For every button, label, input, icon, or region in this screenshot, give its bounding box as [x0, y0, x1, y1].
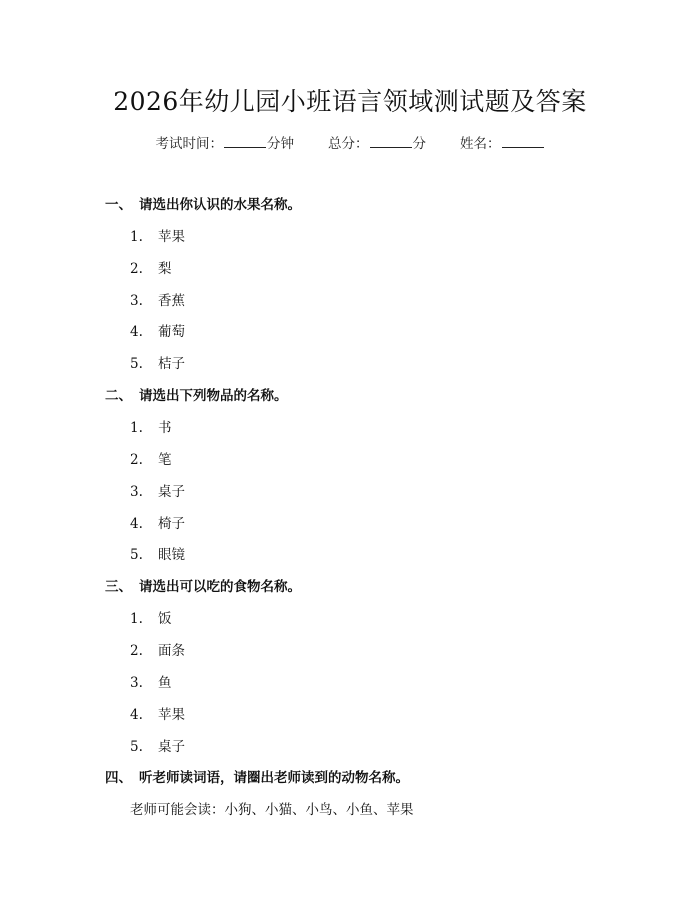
item-index: 1.	[130, 611, 143, 627]
item-index: 4.	[130, 516, 143, 532]
item-index: 1.	[130, 229, 143, 245]
item-text: 苹果	[158, 229, 185, 245]
list-item	[130, 735, 185, 755]
item-text: 葡萄	[158, 324, 185, 340]
section-number: 三、	[105, 579, 132, 595]
time-unit: 分钟	[267, 136, 294, 152]
item-text: 香蕉	[158, 293, 185, 309]
section-number: 二、	[105, 388, 132, 404]
score-unit: 分	[412, 136, 426, 152]
item-index: 2.	[130, 643, 143, 659]
exam-info-line	[0, 132, 700, 152]
list-item	[130, 448, 172, 468]
section-question: 请选出可以吃的食物名称。	[139, 579, 301, 595]
time-blank	[224, 135, 266, 148]
item-text: 桌子	[158, 484, 185, 500]
list-item	[130, 320, 185, 340]
list-item	[130, 703, 185, 723]
item-index: 2.	[130, 452, 143, 468]
section-question: 听老师读词语，请圈出老师读到的动物名称。	[139, 770, 409, 786]
section-question: 请选出下列物品的名称。	[139, 388, 288, 404]
item-index: 5.	[130, 356, 143, 372]
item-text: 面条	[158, 643, 185, 659]
list-item	[130, 639, 185, 659]
score-blank	[370, 135, 412, 148]
time-label: 考试时间：	[155, 136, 223, 152]
page-title: 2026年幼儿园小班语言领域测试题及答案	[113, 87, 587, 116]
item-text: 桔子	[158, 356, 185, 372]
score-label: 总分：	[328, 136, 369, 152]
list-item	[130, 512, 185, 532]
item-text: 书	[158, 420, 172, 436]
list-item	[130, 671, 172, 691]
item-text: 苹果	[158, 707, 185, 723]
item-index: 5.	[130, 547, 143, 563]
item-index: 3.	[130, 293, 143, 309]
item-index: 5.	[130, 739, 143, 755]
list-item	[130, 257, 172, 277]
list-item	[130, 607, 172, 627]
section-1-heading	[105, 193, 301, 213]
section-number: 四、	[105, 770, 132, 786]
section-number: 一、	[105, 197, 132, 213]
list-item	[130, 480, 185, 500]
item-text: 笔	[158, 452, 172, 468]
section-4-note: 老师可能会读：小狗、小猫、小鸟、小鱼、苹果	[130, 802, 414, 818]
name-label: 姓名：	[460, 136, 501, 152]
item-index: 2.	[130, 261, 143, 277]
list-item	[130, 289, 185, 309]
item-index: 4.	[130, 324, 143, 340]
section-4-heading	[105, 766, 409, 786]
list-item	[130, 225, 185, 245]
name-blank	[502, 135, 544, 148]
item-index: 4.	[130, 707, 143, 723]
section-2-heading	[105, 384, 288, 404]
item-text: 梨	[158, 261, 172, 277]
item-index: 3.	[130, 484, 143, 500]
section-3-heading	[105, 575, 301, 595]
list-item	[130, 352, 185, 372]
list-item	[130, 543, 185, 563]
list-item	[130, 416, 172, 436]
item-text: 饭	[158, 611, 172, 627]
item-text: 桌子	[158, 739, 185, 755]
item-index: 3.	[130, 675, 143, 691]
item-index: 1.	[130, 420, 143, 436]
section-question: 请选出你认识的水果名称。	[139, 197, 301, 213]
item-text: 椅子	[158, 516, 185, 532]
item-text: 眼镜	[158, 547, 185, 563]
item-text: 鱼	[158, 675, 172, 691]
